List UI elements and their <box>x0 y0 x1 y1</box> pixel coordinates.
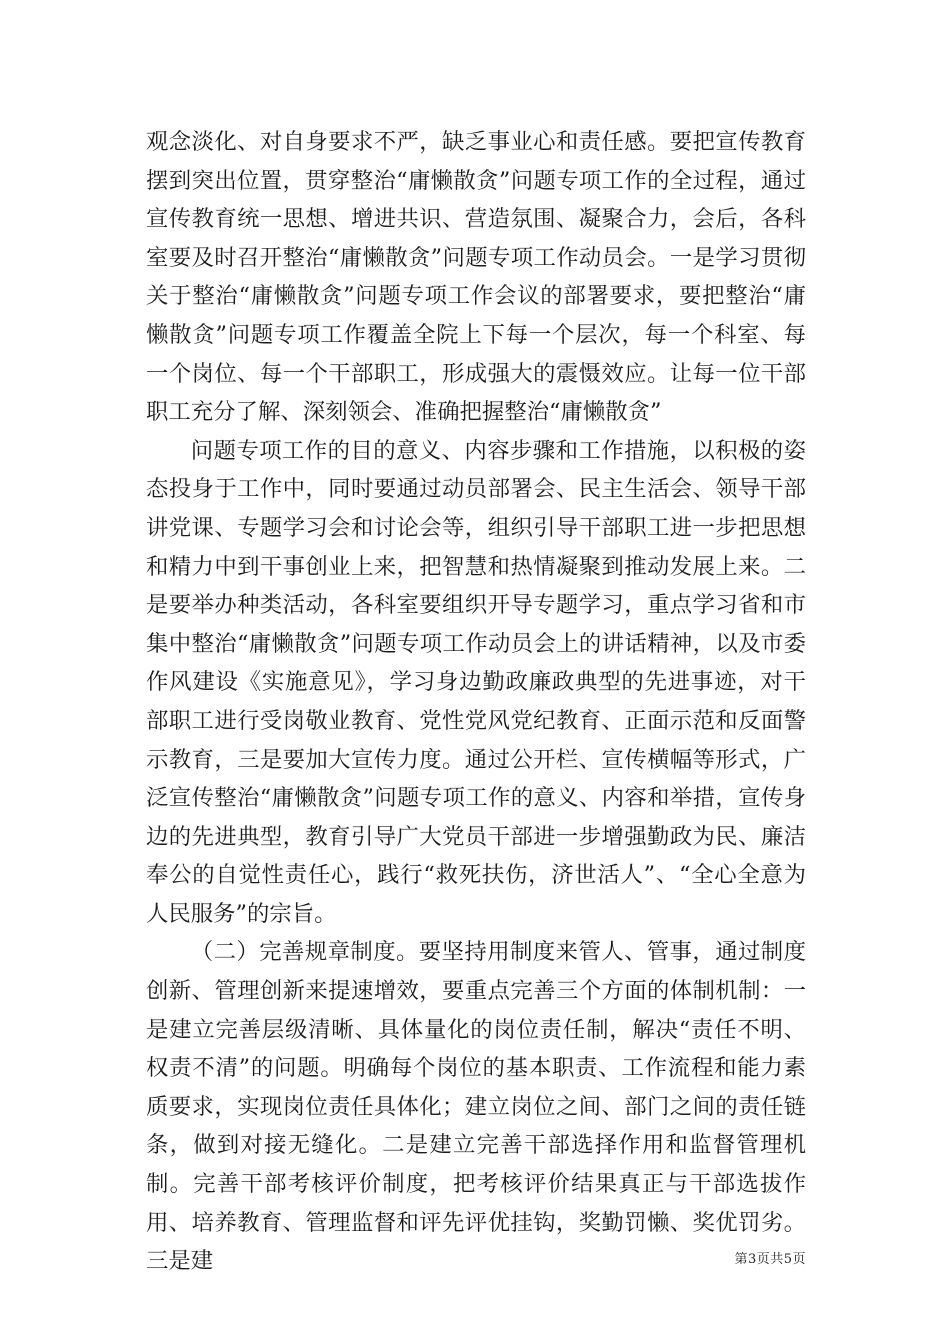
page-number-footer: 第3页共5页 <box>734 1252 806 1267</box>
paragraph-3: （二）完善规章制度。要坚持用制度来管人、管事，通过制度创新、管理创新来提速增效，要重点完善三个方面的体制机制：一是建立完善层级清晰、具体量化的岗位责任制，解决“责任不明、权责不清”的问题。明确每个岗位的基本职责、工作流程和能力素质要求，实现岗位责任具体化；建立岗位之间、部门之间的责任链条，做到对接无缝化。二是建立完善干部选择作用和监督管理机制。完善干部考核评价制度，把考核评价结果真正与干部选拔作用、培养教育、管理监督和评先评优挂钩，奖勤罚懒、奖优罚劣。三是建 <box>146 939 806 1275</box>
paragraph-2: 问题专项工作的目的意义、内容步骤和工作措施，以积极的姿态投身于工作中，同时要通过动员部署会、民主生活会、领导干部讲党课、专题学习会和讨论会等，组织引导干部职工进一步把思想和精力中到干事创业上来，把智慧和热情凝聚到推动发展上来。二是要举办种类活动，各科室要组织开导专题学习，重点学习省和市集中整治“庸懒散贪”问题专项工作动员会上的讲话精神，以及市委作风建设《实施意见》，学习身边勤政廉政典型的先进事迹，对干部职工进行受岗敬业教育、党性党风党纪教育、正面示范和反面警示教育，三是要加大宣传力度。通过公开栏、宣传横幅等形式，广泛宣传整治“庸懒散贪”问题专项工作的意义、内容和举措，宣传身边的先进典型，教育引导广大党员干部进一步增强勤政为民、廉洁奉公的自觉性责任心，践行“救死扶伤，济世活人”、“全心全意为人民服务”的宗旨。 <box>146 437 806 927</box>
document-body <box>146 123 806 1281</box>
paragraph-1: 观念淡化、对自身要求不严，缺乏事业心和责任感。要把宣传教育摆到突出位置，贯穿整治“庸懒散贪”问题专项工作的全过程，通过宣传教育统一思想、增进共识、营造氛围、凝聚合力，会后，各科室要及时召开整治“庸懒散贪”问题专项工作动员会。一是学习贯彻关于整治“庸懒散贪”问题专项工作会议的部署要求，要把整治“庸懒散贪”问题专项工作覆盖全院上下每一个层次，每一个科室、每一个岗位、每一个干部职工，形成强大的震慑效应。让每一位干部职工充分了解、深刻领会、准确把握整治“庸懒散贪” <box>146 129 806 426</box>
